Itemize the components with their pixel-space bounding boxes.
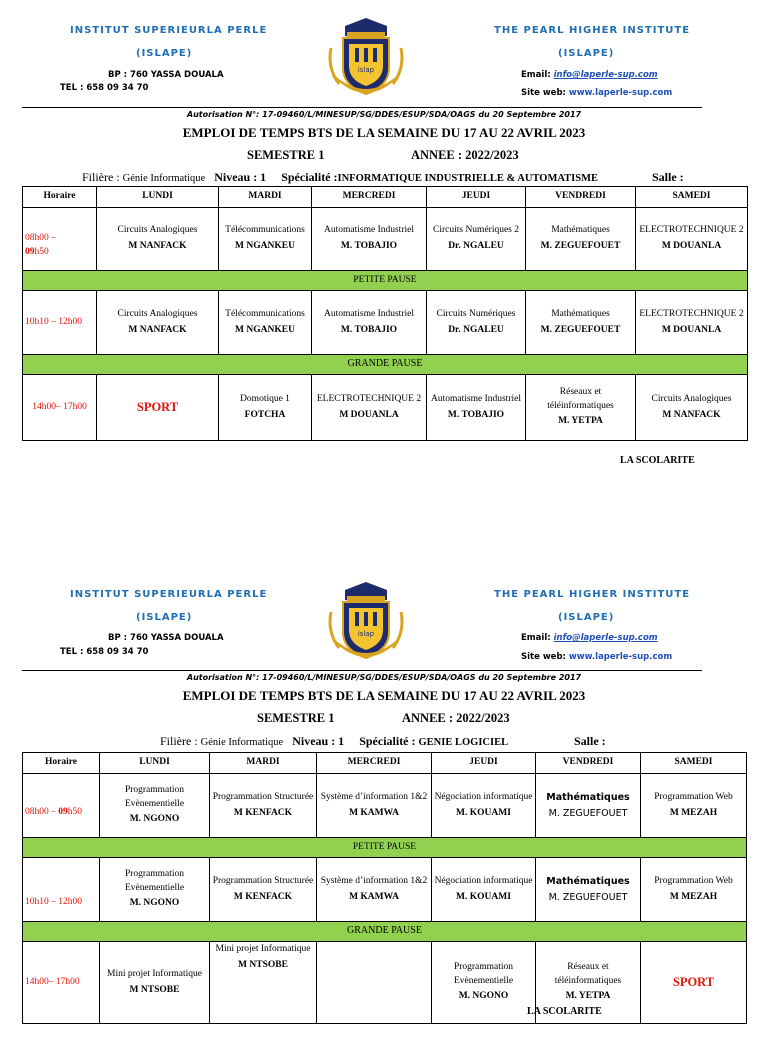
course-name: Mathématiques — [546, 791, 630, 803]
col-samedi: SAMEDI — [636, 187, 748, 208]
logo-text: islap — [357, 630, 375, 638]
course-name: Programmation Structurée — [212, 791, 314, 802]
slot-row-morning-2 — [23, 291, 748, 355]
course-name: Domotique 1 — [240, 393, 290, 404]
course-name: ELECTROTECHNIQUE 2 — [316, 393, 422, 404]
course-name: Automatisme Industriel — [324, 225, 414, 236]
col-vendredi: VENDREDI — [536, 753, 641, 774]
course-cell — [317, 774, 432, 838]
course-cell — [312, 291, 427, 355]
course-cell — [536, 774, 641, 838]
hour-cell — [23, 858, 100, 922]
col-horaire: Horaire — [23, 753, 100, 774]
course-cell — [427, 208, 526, 271]
scolarite-signature: LA SCOLARITE — [527, 1006, 602, 1017]
course-name: Circuits Numériques 2 — [432, 225, 519, 236]
annee: ANNEE : 2022/2023 — [402, 711, 510, 725]
pause-label: GRANDE PAUSE — [23, 922, 747, 942]
header-divider — [22, 670, 702, 671]
specialite-value: INFORMATIQUE INDUSTRIELLE & AUTOMATISME — [337, 173, 599, 184]
sport-cell — [641, 942, 747, 1024]
institute-name-en: THE PEARL HIGHER INSTITUTE — [494, 25, 691, 36]
hour-range: 10h10 – 12h00 — [25, 897, 82, 908]
course-cell — [432, 858, 536, 922]
course-name: Système d’information 1&2 — [320, 875, 428, 886]
table-header-row — [23, 753, 747, 774]
teacher-name: M NANFACK — [128, 324, 187, 335]
teacher-name: M. ZEGUEFOUET — [540, 241, 621, 251]
salle-label: Salle : — [574, 734, 606, 748]
course-cell — [100, 858, 210, 922]
course-cell — [526, 291, 636, 355]
course-name: Réseaux et téléinformatiques — [554, 961, 622, 986]
course-cell — [210, 942, 317, 1024]
course-cell — [526, 208, 636, 271]
teacher-name: M. YETPA — [558, 416, 603, 427]
hour-cell: 14h00– 17h00 — [23, 375, 97, 441]
institute-name-en: THE PEARL HIGHER INSTITUTE — [494, 589, 691, 600]
course-cell — [100, 774, 210, 838]
course-name: Circuits Analogiques — [651, 393, 732, 404]
hour-end-min: h50 — [67, 806, 82, 817]
course-cell — [100, 942, 210, 1024]
course-cell — [427, 291, 526, 355]
address-bp: BP : 760 YASSA DOUALA — [108, 70, 224, 80]
timetable — [22, 752, 747, 1024]
pause-row-petite — [23, 838, 747, 858]
filiere-label: Filière : — [160, 734, 198, 748]
course-cell — [210, 774, 317, 838]
course-cell — [526, 375, 636, 441]
col-jeudi: JEUDI — [427, 187, 526, 208]
institute-name-fr: INSTITUT SUPERIEURLA PERLE — [70, 589, 268, 600]
course-name: Télécommunications — [225, 225, 305, 236]
course-cell — [219, 375, 312, 441]
hour-end-hour: 09 — [25, 246, 35, 257]
teacher-name: M. TOBAJIO — [340, 241, 398, 251]
pause-label: PETITE PAUSE — [23, 838, 747, 858]
teacher-name: M. NGONO — [129, 814, 180, 825]
sport-label: SPORT — [672, 975, 715, 990]
teacher-name: M DOUANLA — [661, 324, 722, 335]
course-cell — [636, 208, 748, 271]
slot-row-morning-1 — [23, 774, 747, 838]
slot-row-morning-1 — [23, 208, 748, 271]
timetable-sheet-2 — [0, 564, 768, 1044]
filiere-line — [82, 170, 598, 185]
teacher-name: M KENFACK — [233, 807, 293, 818]
timetable-title: EMPLOI DE TEMPS BTS DE LA SEMAINE DU 17 AU 22 AVRIL 2023 — [182, 688, 586, 703]
course-cell — [312, 208, 427, 271]
course-name: Circuits Numériques — [436, 308, 516, 319]
course-cell — [97, 291, 219, 355]
col-mercredi: MERCREDI — [317, 753, 432, 774]
address-bp: BP : 760 YASSA DOUALA — [108, 633, 224, 643]
teacher-name: M MEZAH — [669, 807, 718, 818]
teacher-name: M NANFACK — [662, 409, 721, 420]
specialite-label: Spécialité : — [281, 170, 338, 184]
course-name: Mathématiques — [551, 225, 610, 236]
institute-abbr-left: (ISLAPE) — [136, 612, 193, 623]
sport-label: SPORT — [136, 400, 179, 415]
site-line — [521, 652, 672, 662]
niveau: Niveau : 1 — [214, 170, 267, 184]
teacher-name: M. ZEGUEFOUET — [548, 891, 628, 903]
slot-row-afternoon — [23, 942, 747, 1024]
course-cell — [536, 858, 641, 922]
teacher-name: M KAMWA — [349, 807, 399, 818]
col-lundi: LUNDI — [100, 753, 210, 774]
hour-cell: 10h10 – 12h00 — [23, 291, 97, 355]
institute-abbr-right: (ISLAPE) — [558, 48, 615, 59]
site-label: Site web: — [521, 652, 566, 662]
col-mercredi: MERCREDI — [312, 187, 427, 208]
course-name: Mathématiques — [546, 875, 630, 887]
annee: ANNEE : 2022/2023 — [411, 148, 519, 162]
specialite-value: GENIE LOGICIEL — [418, 737, 509, 748]
niveau: Niveau : 1 — [292, 734, 345, 748]
course-name: Mini projet Informatique — [215, 944, 311, 954]
header-left — [70, 25, 267, 59]
site-line — [521, 88, 672, 98]
teacher-name: M NTSOBE — [238, 959, 288, 970]
slot-row-afternoon — [23, 375, 748, 441]
pause-row-petite — [23, 271, 748, 291]
timetable — [22, 186, 748, 441]
email-label: Email: — [521, 633, 551, 643]
email-line — [521, 633, 658, 643]
col-horaire: Horaire — [23, 187, 97, 208]
teacher-name: M. KOUAMI — [456, 807, 511, 818]
teacher-name: M DOUANLA — [661, 241, 722, 251]
semestre: SEMESTRE 1 — [247, 148, 325, 162]
teacher-name: M NGANKEU — [235, 324, 295, 335]
header-divider — [22, 107, 702, 108]
header-right — [494, 589, 690, 623]
hour-end-min: h50 — [34, 246, 49, 257]
header-right — [494, 25, 690, 59]
teacher-name: M KENFACK — [233, 891, 293, 902]
hour-start: 08h00 – — [25, 806, 59, 817]
course-name: Circuits Analogiques — [117, 308, 198, 319]
course-cell — [219, 208, 312, 271]
institute-name-fr: INSTITUT SUPERIEURLA PERLE — [70, 25, 268, 36]
institute-abbr-right: (ISLAPE) — [558, 612, 615, 623]
table-header-row — [23, 187, 748, 208]
empty-cell — [317, 942, 432, 1024]
teacher-name: M. YETPA — [565, 991, 611, 1002]
authorisation-line: Autorisation N°: 17-09460/L/MINESUP/SG/DDES/ESUP/SDA/OAGS du 20 Septembre 2017 — [186, 110, 582, 119]
telephone: TEL : 658 09 34 70 — [60, 647, 149, 657]
course-name: Programmation Evènementielle — [453, 961, 514, 986]
course-name: Réseaux et téléinformatiques — [547, 386, 614, 411]
hour-cell: 14h00– 17h00 — [23, 942, 100, 1024]
col-vendredi: VENDREDI — [526, 187, 636, 208]
pause-row-grande — [23, 355, 748, 375]
teacher-name: M NGANKEU — [235, 241, 295, 251]
salle — [574, 734, 606, 749]
course-cell — [636, 375, 748, 441]
header-left — [70, 589, 267, 623]
course-name: Programmation Evènementielle — [124, 784, 185, 809]
telephone: TEL : 658 09 34 70 — [60, 83, 149, 93]
teacher-name: FOTCHA — [244, 409, 286, 420]
course-name: Système d’information 1&2 — [320, 791, 428, 802]
course-name: Mathématiques — [551, 308, 610, 319]
course-name: Négociation informatique — [434, 875, 533, 886]
course-cell — [432, 942, 536, 1024]
teacher-name: M NTSOBE — [129, 984, 180, 995]
course-name: Circuits Analogiques — [117, 225, 198, 236]
teacher-name: M DOUANLA — [339, 409, 399, 420]
teacher-name: M KAMWA — [349, 891, 399, 902]
course-cell — [432, 774, 536, 838]
site-link[interactable]: www.laperle-sup.com — [568, 652, 673, 662]
teacher-name: M NANFACK — [128, 241, 187, 251]
teacher-name: M. NGONO — [458, 991, 509, 1002]
specialite-label: Spécialité : — [359, 734, 416, 748]
course-cell — [641, 858, 747, 922]
filiere-line — [160, 734, 508, 749]
filiere-value: Génie Informatique — [122, 173, 206, 184]
pause-label: GRANDE PAUSE — [23, 355, 748, 375]
course-name: Programmation Structurée — [212, 875, 314, 886]
hour-end-hour: 09 — [58, 806, 68, 817]
col-mardi: MARDI — [219, 187, 312, 208]
teacher-name: M. ZEGUEFOUET — [548, 807, 628, 819]
authorisation-line: Autorisation N°: 17-09460/L/MINESUP/SG/DDES/ESUP/SDA/OAGS du 20 Septembre 2017 — [186, 673, 582, 682]
email-label: Email: — [521, 70, 551, 80]
course-name: Mini projet Informatique — [107, 968, 202, 979]
course-cell — [317, 858, 432, 922]
hour-cell — [23, 774, 100, 838]
logo-text: islap — [357, 66, 375, 74]
semestre: SEMESTRE 1 — [257, 711, 335, 725]
timetable-sheet-1 — [0, 0, 768, 480]
institute-logo — [325, 582, 407, 664]
course-name: Négociation informatique — [434, 791, 533, 802]
email-link[interactable]: info@laperle-sup.com — [553, 70, 658, 80]
teacher-name: M. ZEGUEFOUET — [540, 324, 621, 335]
course-cell — [210, 858, 317, 922]
timetable-title: EMPLOI DE TEMPS BTS DE LA SEMAINE DU 17 AU 22 AVRIL 2023 — [182, 125, 586, 140]
hour-start: 08h00 – — [25, 233, 56, 244]
slot-row-morning-2 — [23, 858, 747, 922]
course-name: ELECTROTECHNIQUE 2 — [639, 225, 744, 236]
email-link[interactable]: info@laperle-sup.com — [553, 633, 658, 643]
salle-label: Salle : — [652, 170, 684, 184]
institute-logo — [325, 18, 407, 100]
scolarite-signature: LA SCOLARITE — [620, 455, 695, 466]
course-name: Automatisme Industriel — [324, 308, 414, 319]
sport-cell — [97, 375, 219, 441]
course-cell — [312, 375, 427, 441]
site-link[interactable]: www.laperle-sup.com — [568, 88, 673, 98]
hour-cell — [23, 208, 97, 271]
institute-abbr-left: (ISLAPE) — [136, 48, 193, 59]
salle — [652, 170, 684, 185]
pause-label: PETITE PAUSE — [23, 271, 748, 291]
email-line — [521, 70, 658, 80]
col-mardi: MARDI — [210, 753, 317, 774]
teacher-name: M. TOBAJIO — [340, 324, 398, 335]
col-samedi: SAMEDI — [641, 753, 747, 774]
filiere-label: Filière : — [82, 170, 120, 184]
teacher-name: Dr. NGALEU — [448, 324, 504, 335]
teacher-name: M. TOBAJIO — [447, 409, 505, 420]
course-cell — [636, 291, 748, 355]
teacher-name: M. KOUAMI — [456, 891, 511, 902]
pause-row-grande — [23, 922, 747, 942]
course-cell — [97, 208, 219, 271]
filiere-value: Génie Informatique — [200, 737, 284, 748]
course-name: ELECTROTECHNIQUE 2 — [639, 308, 744, 319]
course-name: Programmation Evènementielle — [124, 868, 185, 893]
course-name: Programmation Web — [654, 791, 733, 802]
course-name: Programmation Web — [654, 875, 733, 886]
teacher-name: Dr. NGALEU — [448, 241, 504, 251]
course-name: Télécommunications — [225, 308, 305, 319]
col-lundi: LUNDI — [97, 187, 219, 208]
course-name: Automatisme Industriel — [431, 393, 521, 404]
col-jeudi: JEUDI — [432, 753, 536, 774]
teacher-name: M. NGONO — [129, 898, 180, 909]
course-cell — [219, 291, 312, 355]
course-cell — [641, 774, 747, 838]
course-cell — [427, 375, 526, 441]
site-label: Site web: — [521, 88, 566, 98]
teacher-name: M MEZAH — [669, 891, 718, 902]
